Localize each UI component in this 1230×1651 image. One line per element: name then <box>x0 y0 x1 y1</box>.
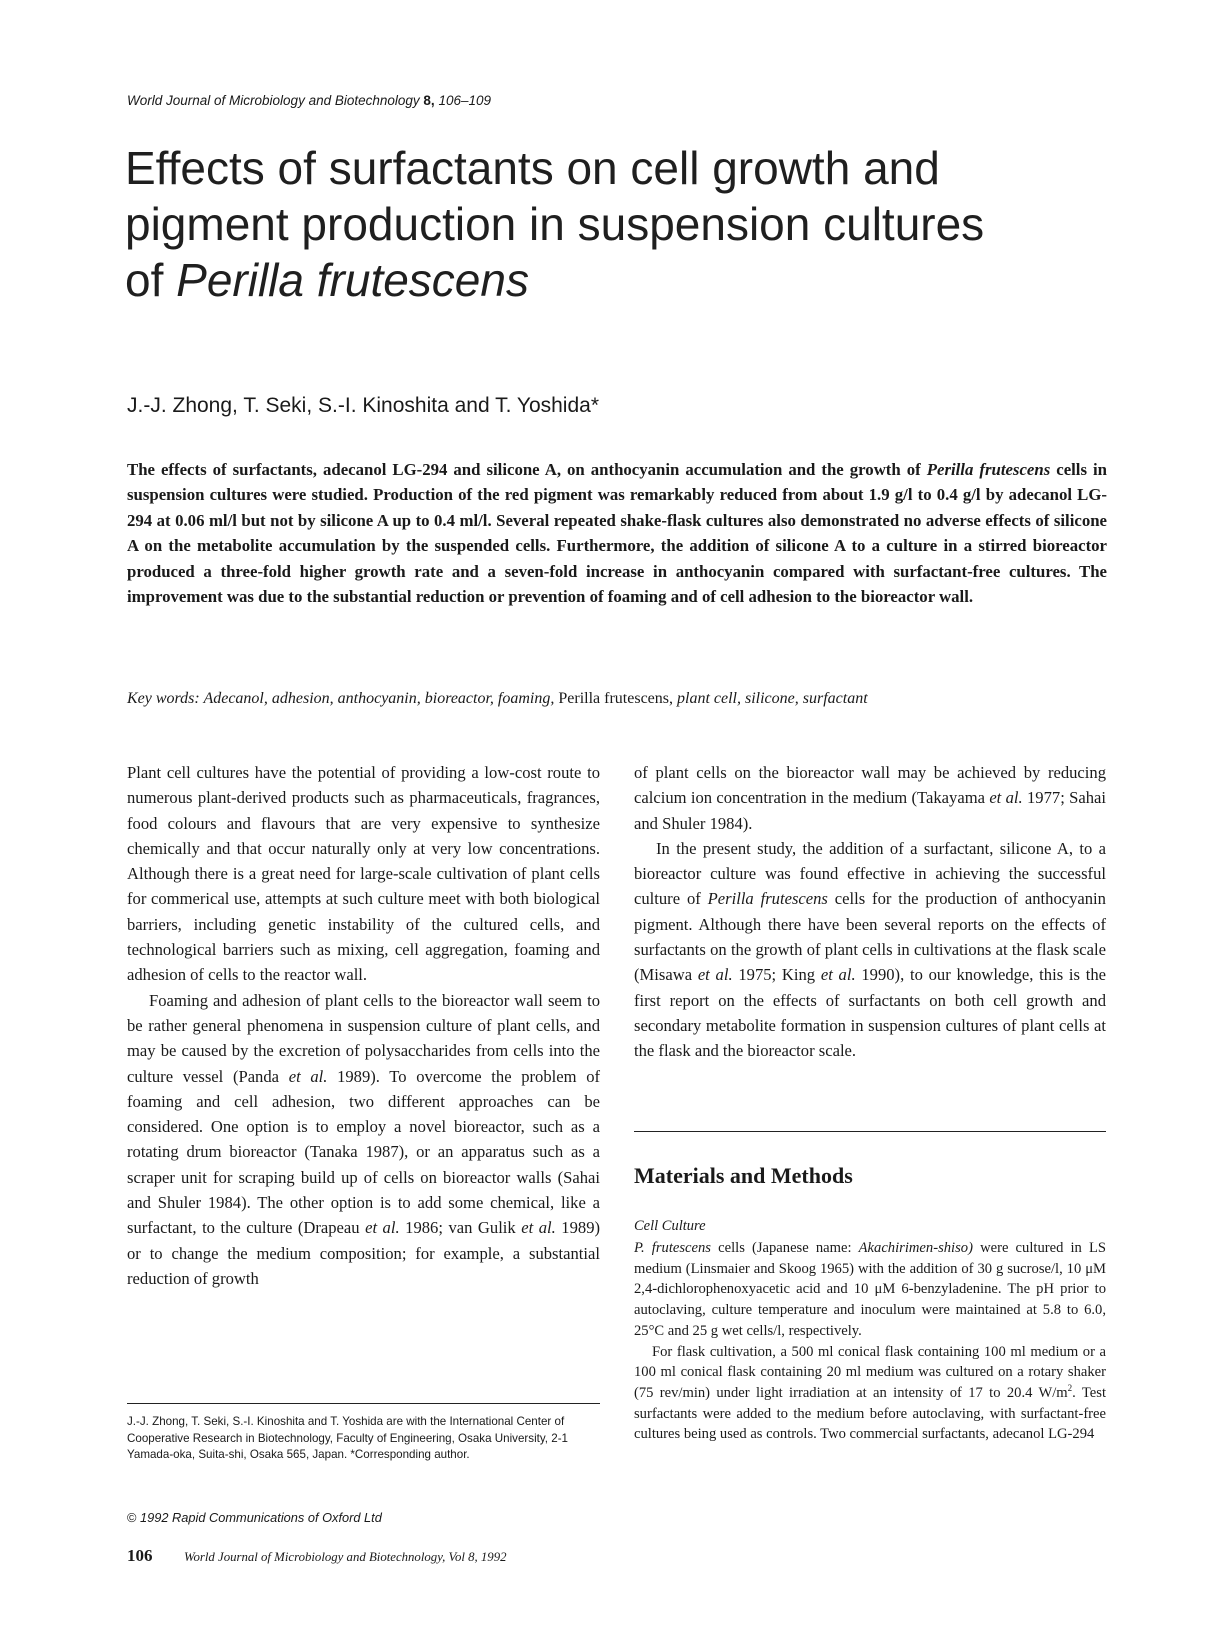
title-line-1: Effects of surfactants on cell growth and <box>125 142 940 194</box>
copyright-icon: © <box>127 1510 137 1525</box>
title-species: Perilla frutescens <box>176 254 529 306</box>
journal-volume: 8, <box>423 93 435 108</box>
paragraph-cell-culture-1 <box>634 1238 1106 1342</box>
body-column-right <box>634 760 1106 1064</box>
author-affiliation-footnote: J.-J. Zhong, T. Seki, S.-I. Kinoshita and T. Yoshida are with the International Center of Cooperative Research in Biotechnology, Faculty of Engineering, Osaka University, 2-1 Yamada-oka, Suita-shi, Osaka 565, Japan. *Corresponding author. <box>127 1415 568 1461</box>
cell-culture-2-part-a: For flask cultivation, a 500 ml conical flask containing 100 ml medium or a 100 ml conical flask containing 20 ml medium was cultured on a rotary shaker (75 rev/min) under light irradiation at an intensity of 17 to 20.4 W/m <box>634 1343 1106 1401</box>
et-al: et al. <box>288 1066 328 1086</box>
keywords-label: Key words: <box>127 690 200 707</box>
keywords <box>127 690 1107 708</box>
et-al: et al. <box>989 788 1023 808</box>
intro-4-part-b: cells for the production of anthocyanin pigment. Although there have been several reports on the effects of surfactants on the growth of plant cells in cultivations at the flask scale (Misawa <box>634 889 1106 985</box>
keywords-part-2: plant cell, silicone, surfactant <box>677 690 868 707</box>
abstract-part-1: The effects of surfactants, adecanol LG-294 and silicone A, on anthocyanin accumulation and the growth of <box>127 460 921 479</box>
et-al: et al. <box>521 1218 556 1238</box>
intro-2-part-d: 1989) or to change the medium composition; for example, a substantial reduction of growth <box>127 1218 601 1288</box>
footer-journal: World Journal of Microbiology and Biotechnology, Vol 8, 1992 <box>184 1550 507 1564</box>
intro-3-part-a: of plant cells on the bioreactor wall may be achieved by reducing calcium ion concentration in the medium (Takayama <box>634 763 1106 808</box>
title-line-2: pigment production in suspension cultures <box>125 198 985 250</box>
paragraph-intro-1: Plant cell cultures have the potential of providing a low-cost route to numerous plant-derived products such as pharmaceuticals, fragrances, food colours and flavours that are very expensive to synthesize chemically and that occur naturally only at very low concentrations. Although there is a great need for large-scale cultivation of plant cells for commerical use, attempts at such culture meet with both biological barriers, including genetic instability of the cultured cells, and technological barriers such as mixing, cell aggregation, foaming and adhesion of cells to the reactor wall. <box>127 763 600 985</box>
abstract <box>127 457 1107 609</box>
abstract-part-2: cells in suspension cultures were studied. Production of the red pigment was remarkably reduced from about 1.9 g/l to 0.4 g/l by adecanol LG-294 at 0.06 ml/l but not by silicone A up to 0.4 ml/l. Several repeated shake-flask cultures also demonstrated no adverse effects of silicone A on the metabolite accumulation by the suspended cells. Furthermore, the addition of silicone A to a culture in a stirred bioreactor produced a three-fold higher growth rate and a seven-fold increase in anthocyanin compared with surfactant-free cultures. The improvement was due to the substantial reduction or prevention of foaming and of cell adhesion to the bioreactor wall. <box>127 460 1108 607</box>
intro-4-part-d: 1990), to our knowledge, this is the first report on the effects of surfactants on both cell growth and secondary metabolite formation in suspension cultures of plant cells at the flask and the bioreactor scale. <box>634 965 1106 1061</box>
japanese-name: Akachirimen-shiso) <box>858 1240 973 1256</box>
species-abbrev: P. frutescens <box>634 1240 711 1256</box>
page-number: 106 <box>127 1546 153 1565</box>
paragraph-intro-2 <box>127 988 600 1292</box>
paragraph-cell-culture-2 <box>634 1342 1106 1446</box>
copyright-text: 1992 Rapid Communications of Oxford Ltd <box>140 1510 382 1525</box>
journal-name: World Journal of Microbiology and Biotechnology <box>127 93 420 108</box>
paragraph-intro-3 <box>634 760 1106 836</box>
footnote-divider <box>127 1403 600 1404</box>
keywords-part-1: Adecanol, adhesion, anthocyanin, bioreactor, foaming, <box>203 690 555 707</box>
cell-culture-1-part-a: cells (Japanese name: <box>718 1240 852 1256</box>
methods-text <box>634 1238 1106 1445</box>
et-al: et al. <box>820 965 856 985</box>
species-name: Perilla frutescens <box>707 889 828 909</box>
article-title <box>125 140 1125 308</box>
et-al: et al. <box>365 1218 400 1238</box>
subsection-heading-cell-culture: Cell Culture <box>634 1218 706 1234</box>
et-al: et al. <box>697 965 733 985</box>
journal-reference <box>127 93 491 108</box>
author-list: J.-J. Zhong, T. Seki, S.-I. Kinoshita and T. Yoshida* <box>127 394 599 417</box>
cell-culture-2-part-b: . Test surfactants were added to the medium before autoclaving, with surfactant-free cultures being used as controls. Two commercial surfactants, adecanol LG-294 <box>634 1384 1107 1443</box>
title-line-3-prefix: of <box>125 254 164 306</box>
keywords-species: Perilla frutescens, <box>558 690 673 707</box>
section-heading-methods: Materials and Methods <box>634 1163 853 1188</box>
intro-4-part-c: 1975; King <box>738 965 816 985</box>
copyright-notice <box>127 1510 382 1525</box>
paragraph-intro-4 <box>634 836 1106 1064</box>
intro-2-part-c: 1986; van Gulik <box>405 1218 516 1238</box>
body-column-left <box>127 760 600 1291</box>
section-divider <box>634 1131 1106 1132</box>
intro-2-part-a: Foaming and adhesion of plant cells to the bioreactor wall seem to be rather general phenomena in suspension culture of plant cells, and may be caused by the excretion of polysaccharides from cells into the culture vessel (Panda <box>127 990 600 1086</box>
superscript: 2 <box>1067 1382 1073 1393</box>
cell-culture-1-part-b: were cultured in LS medium (Linsmaier and Skoog 1965) with the addition of 30 g sucrose/l, 10 μM 2,4-dichlorophenoxyacetic acid and 10 μM 6-benzyladenine. The pH prior to autoclaving, culture temperature and inoculum were maintained at 5.8 to 6.0, 25°C and 25 g wet cells/l, respectively. <box>634 1240 1107 1339</box>
intro-2-part-b: 1989). To overcome the problem of foaming and cell adhesion, two different approaches can be considered. One option is to employ a novel bioreactor, such as a rotating drum bioreactor (Tanaka 1987), or an apparatus such as a scraper unit for scraping build up of cells on bioreactor walls (Sahai and Shuler 1984). The other option is to add some chemical, like a surfactant, to the culture (Drapeau <box>127 1066 601 1238</box>
intro-3-part-b: 1977; Sahai and Shuler 1984). <box>634 788 1106 833</box>
intro-4-part-a: In the present study, the addition of a surfactant, silicone A, to a bioreactor culture was found effective in achieving the successful culture of <box>634 838 1106 909</box>
journal-pages: 106–109 <box>438 93 492 108</box>
abstract-species: Perilla frutescens <box>926 460 1051 479</box>
